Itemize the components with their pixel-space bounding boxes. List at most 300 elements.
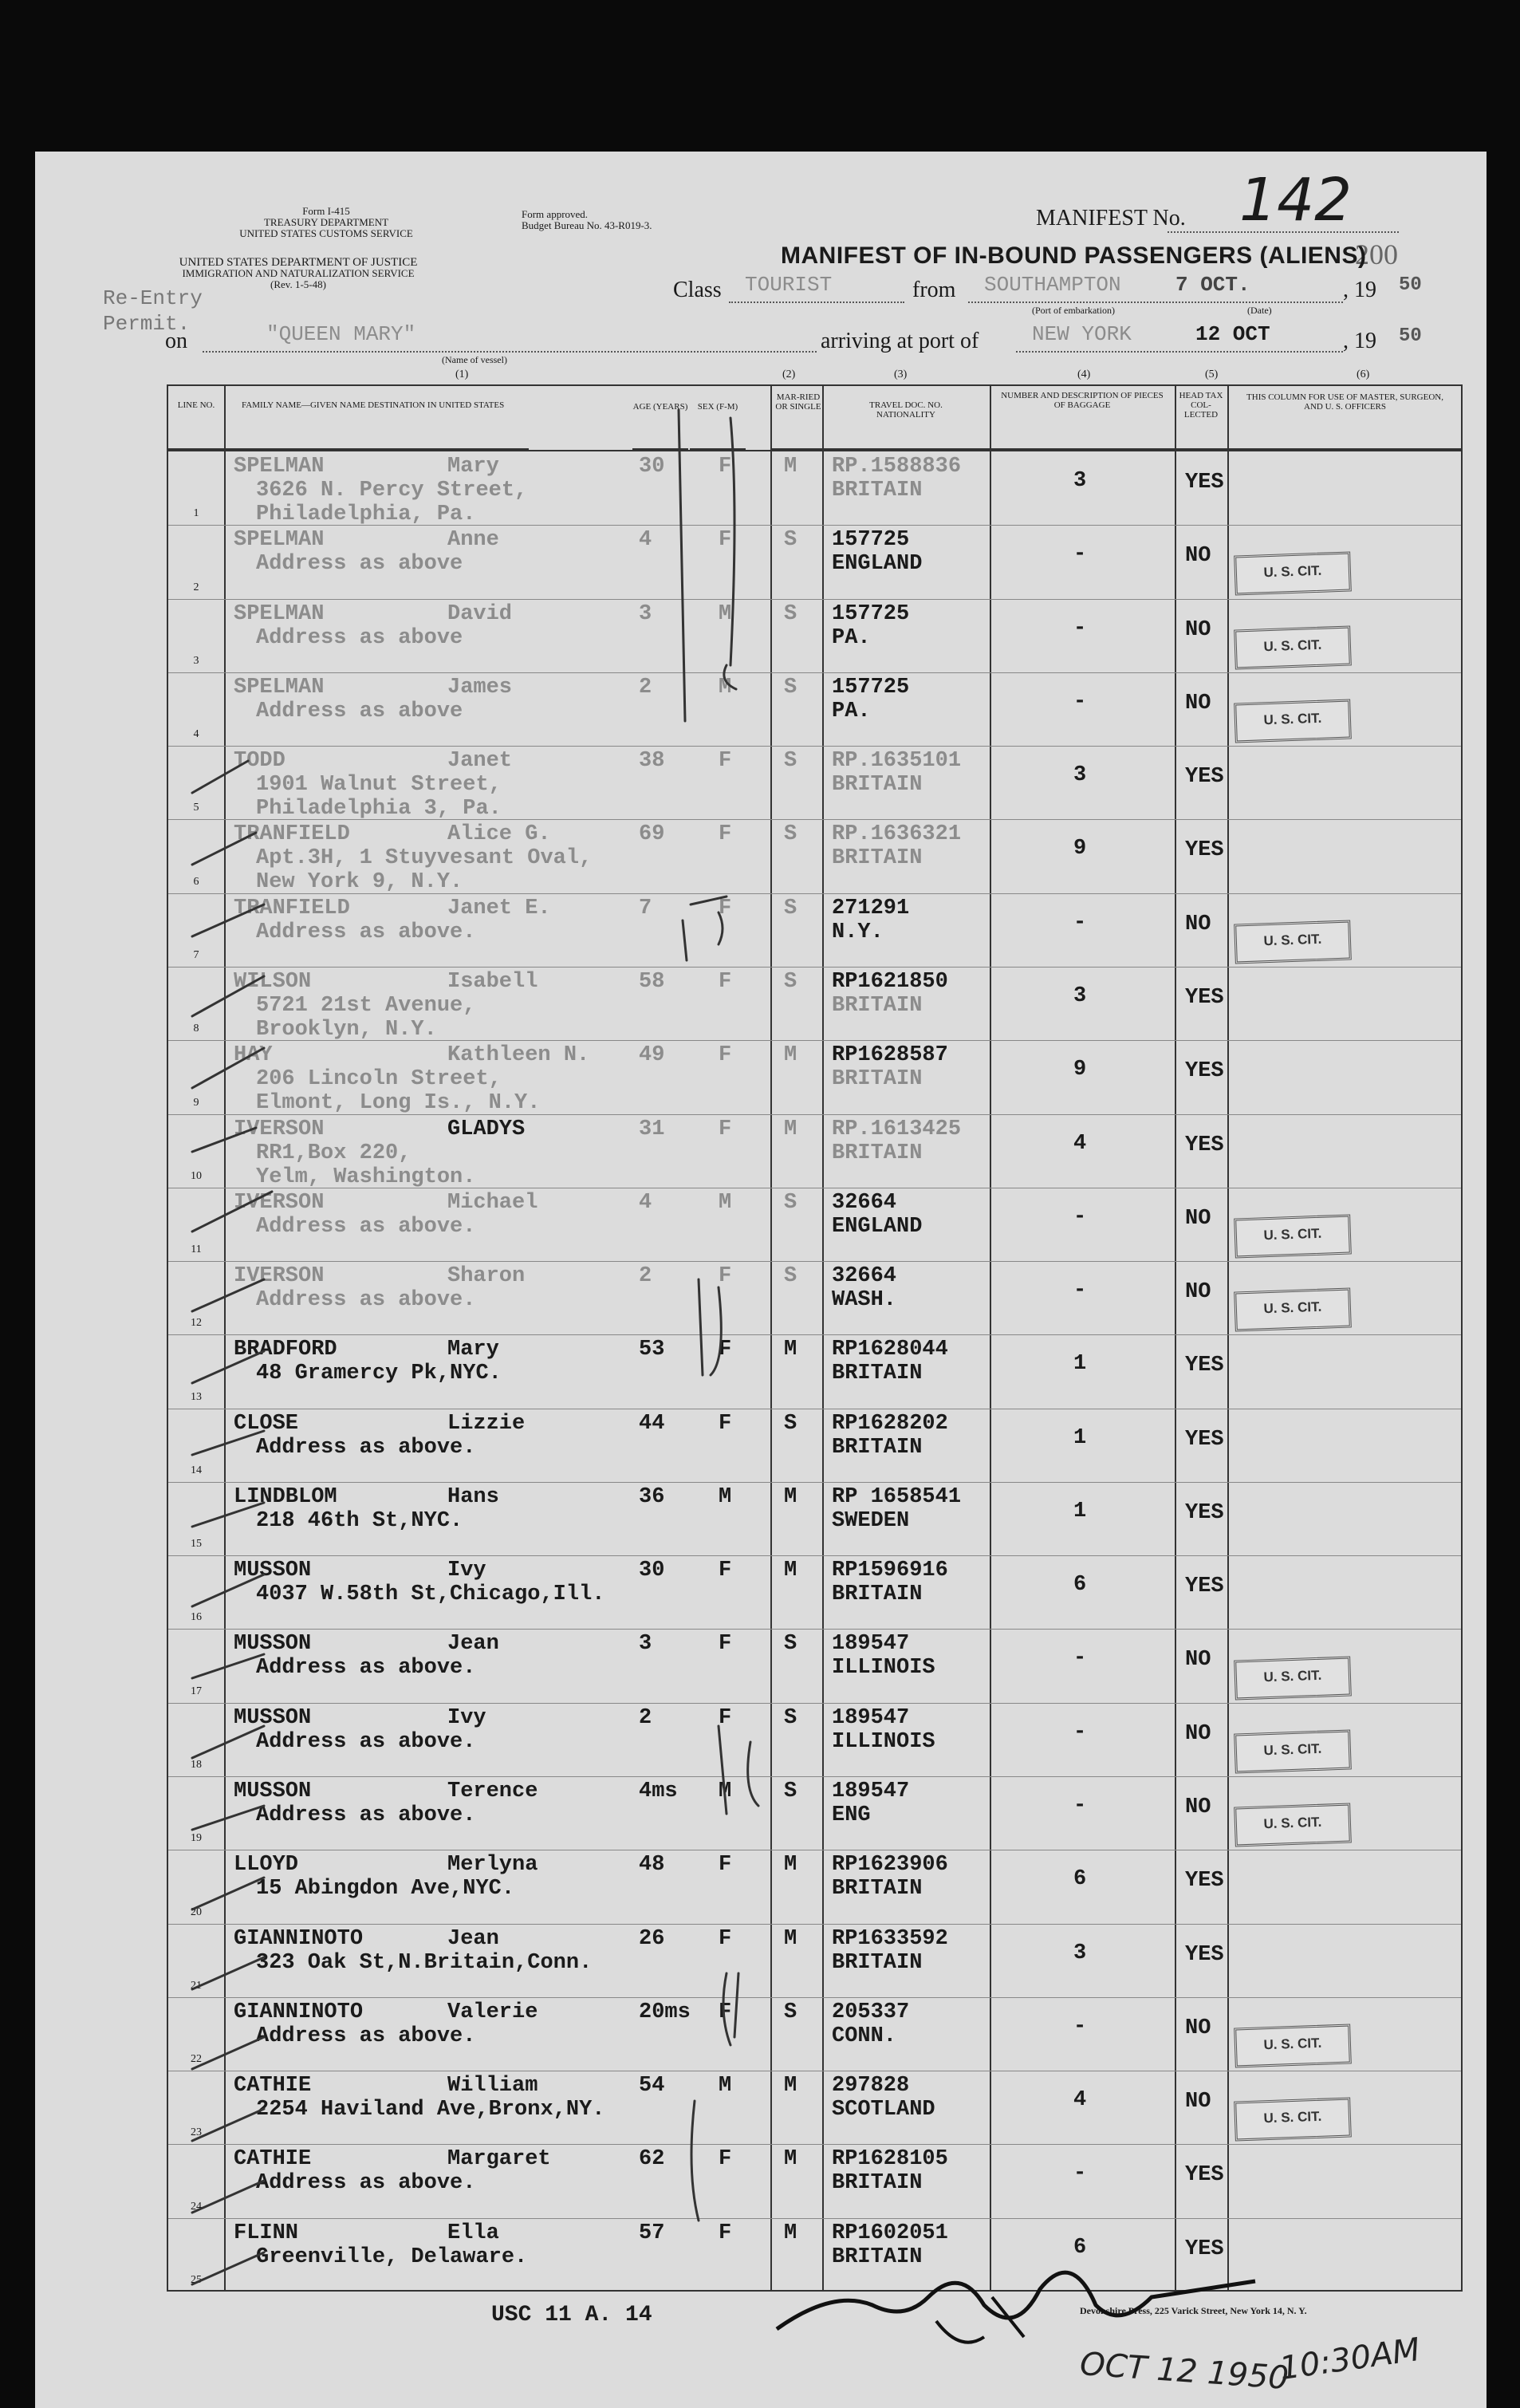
head-tax: NO bbox=[1185, 1795, 1211, 1820]
sex: F bbox=[719, 969, 732, 994]
sex: M bbox=[719, 1190, 732, 1215]
marital-status: M bbox=[784, 1484, 797, 1509]
marital-status: S bbox=[784, 601, 797, 626]
marital-status: S bbox=[784, 1705, 797, 1730]
baggage-count: 3 bbox=[1073, 469, 1087, 493]
given-name: James bbox=[447, 675, 513, 700]
sex: M bbox=[719, 1779, 732, 1804]
marital-status: S bbox=[784, 528, 797, 553]
age: 53 bbox=[639, 1338, 665, 1362]
baggage-count: - bbox=[1073, 1279, 1087, 1303]
given-name: Alice G. bbox=[447, 822, 551, 847]
head-tax: YES bbox=[1185, 1942, 1224, 1967]
head-tax: YES bbox=[1185, 2163, 1224, 2188]
line-number: 10 bbox=[191, 1169, 202, 1182]
marital-status: S bbox=[784, 675, 797, 700]
given-name: Ivy bbox=[447, 1705, 486, 1730]
line-number: 15 bbox=[191, 1538, 202, 1551]
family-name: MUSSON bbox=[234, 1559, 312, 1583]
given-name: Janet bbox=[447, 749, 513, 774]
given-name: GLADYS bbox=[447, 1117, 526, 1141]
marital-status: S bbox=[784, 1779, 797, 1804]
manifest-number: 142 bbox=[1239, 166, 1353, 234]
line-number: 13 bbox=[191, 1390, 202, 1403]
travel-doc-no: RP1623906 bbox=[832, 1853, 948, 1878]
sex: M bbox=[719, 2074, 732, 2099]
address-line: Address as above. bbox=[256, 1435, 476, 1460]
address-line: Address as above. bbox=[256, 2024, 476, 2048]
address-line: RR1,Box 220, bbox=[256, 1141, 412, 1165]
age: 7 bbox=[639, 896, 652, 920]
sex: F bbox=[719, 1117, 732, 1141]
travel-doc-no: RP.1635101 bbox=[832, 749, 962, 774]
date-note: (Date) bbox=[1247, 305, 1272, 316]
family-name: IVERSON bbox=[234, 1117, 325, 1141]
baggage-count: 6 bbox=[1073, 1867, 1087, 1892]
family-name: SPELMAN bbox=[234, 455, 325, 479]
travel-doc-no: 297828 bbox=[832, 2074, 910, 2099]
travel-doc-no: 157725 bbox=[832, 601, 910, 626]
column-number: (6) bbox=[1357, 368, 1370, 380]
address-line: Address as above. bbox=[256, 920, 476, 944]
head-tax: YES bbox=[1185, 1500, 1224, 1525]
address-line: Address as above. bbox=[256, 2171, 476, 2196]
us-citizen-stamp: U. S. CIT. bbox=[1234, 1214, 1352, 1258]
given-name: Terence bbox=[447, 1779, 538, 1804]
us-citizen-stamp: U. S. CIT. bbox=[1234, 1288, 1352, 1332]
family-name: GIANNINOTO bbox=[234, 1926, 364, 1951]
baggage-count: 9 bbox=[1073, 1058, 1087, 1082]
us-citizen-stamp: U. S. CIT. bbox=[1234, 699, 1352, 743]
nationality: BRITAIN bbox=[832, 1141, 923, 1165]
line-number: 7 bbox=[193, 948, 199, 961]
marital-status: M bbox=[784, 1926, 797, 1951]
family-name: LLOYD bbox=[234, 1853, 299, 1878]
age: 58 bbox=[639, 969, 665, 994]
age: 44 bbox=[639, 1411, 665, 1436]
given-name: David bbox=[447, 601, 513, 626]
family-name: TRANFIELD bbox=[234, 896, 350, 920]
head-tax: YES bbox=[1185, 1059, 1224, 1084]
line-number: 18 bbox=[191, 1759, 202, 1772]
nationality: WASH. bbox=[832, 1288, 897, 1313]
address-line: Address as above. bbox=[256, 1729, 476, 1754]
marital-status: M bbox=[784, 455, 797, 479]
sex: F bbox=[719, 455, 732, 479]
year-2: 50 bbox=[1399, 325, 1422, 347]
nationality: BRITAIN bbox=[832, 479, 923, 502]
given-name: Hans bbox=[447, 1484, 499, 1509]
nationality: CONN. bbox=[832, 2024, 897, 2048]
address-line: 4037 W.58th St,Chicago,Ill. bbox=[256, 1582, 605, 1607]
head-tax: NO bbox=[1185, 1648, 1211, 1673]
from-label: from bbox=[912, 278, 956, 302]
baggage-count: 6 bbox=[1073, 2235, 1087, 2260]
sex: F bbox=[719, 896, 732, 920]
on-label: on bbox=[165, 329, 187, 353]
baggage-count: - bbox=[1073, 1204, 1087, 1229]
travel-doc-no: RP1596916 bbox=[832, 1559, 948, 1583]
family-name: BRADFORD bbox=[234, 1338, 337, 1362]
travel-doc-no: 271291 bbox=[832, 896, 910, 920]
head-tax: YES bbox=[1185, 471, 1224, 495]
family-name: CLOSE bbox=[234, 1411, 299, 1436]
baggage-count: 6 bbox=[1073, 1573, 1087, 1598]
family-name: CATHIE bbox=[234, 2147, 312, 2172]
given-name: Mary bbox=[447, 455, 499, 479]
travel-doc-no: RP1633592 bbox=[832, 1926, 948, 1951]
travel-doc-no: RP 1658541 bbox=[832, 1484, 962, 1509]
baggage-count: - bbox=[1073, 2014, 1087, 2039]
address-line: 323 Oak St,N.Britain,Conn. bbox=[256, 1950, 593, 1975]
us-citizen-stamp: U. S. CIT. bbox=[1234, 1656, 1352, 1700]
column-number: (3) bbox=[894, 368, 908, 380]
header-name: FAMILY NAME—GIVEN NAME DESTINATION IN UNITED STATES bbox=[226, 386, 529, 450]
age: 2 bbox=[639, 1264, 652, 1289]
column-number: (1) bbox=[455, 368, 469, 380]
vessel-name: "QUEEN MARY" bbox=[266, 322, 416, 346]
age: 31 bbox=[639, 1117, 665, 1141]
manifest-label: MANIFEST No. bbox=[1036, 206, 1186, 231]
family-name: IVERSON bbox=[234, 1264, 325, 1289]
page-title: MANIFEST OF IN-BOUND PASSENGERS (ALIENS) bbox=[781, 242, 1367, 269]
address-line: 48 Gramercy Pk,NYC. bbox=[256, 1362, 502, 1386]
head-tax: YES bbox=[1185, 1574, 1224, 1599]
vessel-note: (Name of vessel) bbox=[442, 354, 507, 365]
age: 2 bbox=[639, 1705, 652, 1730]
travel-doc-no: 189547 bbox=[832, 1632, 910, 1657]
address-line-2: Philadelphia, Pa. bbox=[256, 502, 476, 526]
given-name: Mary bbox=[447, 1338, 499, 1362]
treasury-dept: TREASURY DEPARTMENT bbox=[263, 216, 389, 228]
class-value: TOURIST bbox=[745, 273, 833, 297]
us-citizen-stamp: U. S. CIT. bbox=[1234, 625, 1352, 669]
age: 2 bbox=[639, 675, 652, 700]
header-married: MAR-RIED OR SINGLE bbox=[770, 386, 826, 450]
line-number: 5 bbox=[193, 802, 199, 814]
sex: F bbox=[719, 1043, 732, 1068]
arriving-date: 12 OCT bbox=[1195, 322, 1270, 346]
head-tax: YES bbox=[1185, 838, 1224, 863]
family-name: TRANFIELD bbox=[234, 822, 350, 847]
travel-doc-no: 157725 bbox=[832, 675, 910, 700]
marital-status: S bbox=[784, 2000, 797, 2024]
us-citizen-stamp: U. S. CIT. bbox=[1234, 2024, 1352, 2067]
nationality: BRITAIN bbox=[832, 1582, 923, 1607]
nationality: BRITAIN bbox=[832, 1067, 923, 1092]
form-approved: Form approved. bbox=[522, 208, 589, 220]
sex: F bbox=[719, 1411, 732, 1436]
line-number: 23 bbox=[191, 2126, 202, 2139]
travel-doc-no: RP1628587 bbox=[832, 1043, 948, 1068]
given-name: Jean bbox=[447, 1632, 499, 1657]
us-citizen-stamp: U. S. CIT. bbox=[1234, 1729, 1352, 1773]
age: 62 bbox=[639, 2147, 665, 2172]
given-name: Jean bbox=[447, 1926, 499, 1951]
marital-status: S bbox=[784, 1632, 797, 1657]
head-tax: YES bbox=[1185, 1869, 1224, 1894]
baggage-count: 4 bbox=[1073, 1131, 1087, 1156]
header-travel-doc: TRAVEL DOC. NO. NATIONALITY bbox=[822, 386, 990, 450]
baggage-count: 1 bbox=[1073, 1352, 1087, 1377]
travel-doc-no: 32664 bbox=[832, 1264, 897, 1289]
given-name: Janet E. bbox=[447, 896, 551, 920]
nationality: ILLINOIS bbox=[832, 1729, 935, 1754]
nationality: PA. bbox=[832, 699, 871, 723]
year-1: 50 bbox=[1399, 274, 1422, 296]
line-number: 4 bbox=[193, 728, 199, 741]
family-name: SPELMAN bbox=[234, 528, 325, 553]
age: 4 bbox=[639, 1190, 652, 1215]
address-line: 2254 Haviland Ave,Bronx,NY. bbox=[256, 2098, 605, 2122]
head-tax: NO bbox=[1185, 2090, 1211, 2114]
embark-note: (Port of embarkation) bbox=[1032, 305, 1115, 316]
age: 3 bbox=[639, 601, 652, 626]
address-line: 3626 N. Percy Street, bbox=[256, 479, 528, 502]
given-name: Ivy bbox=[447, 1559, 486, 1583]
head-tax: YES bbox=[1185, 1427, 1224, 1452]
baggage-count: 4 bbox=[1073, 2088, 1087, 2113]
nationality: BRITAIN bbox=[832, 773, 923, 798]
line-number: 9 bbox=[193, 1096, 199, 1109]
age: 4 bbox=[639, 528, 652, 553]
age: 4ms bbox=[639, 1779, 678, 1804]
sex: F bbox=[719, 1705, 732, 1730]
travel-doc-no: 189547 bbox=[832, 1779, 910, 1804]
budget-bureau: Budget Bureau No. 43-R019-3. bbox=[522, 219, 652, 231]
column-number: (2) bbox=[782, 368, 796, 380]
address-line: Address as above. bbox=[256, 1214, 476, 1239]
age: 54 bbox=[639, 2074, 665, 2099]
line-number: 14 bbox=[191, 1464, 202, 1476]
baggage-count: 3 bbox=[1073, 763, 1087, 788]
line-number: 1 bbox=[193, 507, 199, 520]
head-tax: YES bbox=[1185, 985, 1224, 1010]
nationality: BRITAIN bbox=[832, 1362, 923, 1386]
nationality: PA. bbox=[832, 625, 871, 650]
given-name: William bbox=[447, 2074, 538, 2099]
baggage-count: - bbox=[1073, 689, 1087, 714]
embark-port: SOUTHAMPTON bbox=[984, 273, 1121, 297]
travel-doc-no: RP1628044 bbox=[832, 1338, 948, 1362]
line-number: 16 bbox=[191, 1611, 202, 1624]
sex: F bbox=[719, 2221, 732, 2245]
sex: F bbox=[719, 2000, 732, 2024]
reentry-permit: Re-Entry Permit. bbox=[103, 286, 203, 336]
baggage-count: - bbox=[1073, 542, 1087, 567]
class-label: Class bbox=[673, 278, 722, 302]
head-tax: YES bbox=[1185, 1354, 1224, 1378]
given-name: Ella bbox=[447, 2221, 499, 2245]
address-line: Address as above. bbox=[256, 1288, 476, 1313]
given-name: Valerie bbox=[447, 2000, 538, 2024]
given-name: Kathleen N. bbox=[447, 1043, 590, 1068]
travel-doc-no: RP1621850 bbox=[832, 969, 948, 994]
address-line-2: Brooklyn, N.Y. bbox=[256, 1017, 437, 1042]
sex: F bbox=[719, 749, 732, 774]
header-officers: THIS COLUMN FOR USE OF MASTER, SURGEON, AND U. S. OFFICERS bbox=[1227, 386, 1463, 450]
sex: F bbox=[719, 822, 732, 847]
marital-status: S bbox=[784, 749, 797, 774]
sex: F bbox=[719, 1853, 732, 1878]
family-name: CATHIE bbox=[234, 2074, 312, 2099]
baggage-count: - bbox=[1073, 2162, 1087, 2186]
nationality: SCOTLAND bbox=[832, 2098, 935, 2122]
us-citizen-stamp: U. S. CIT. bbox=[1234, 2098, 1352, 2142]
page-number: 200 bbox=[1355, 238, 1398, 270]
age: 36 bbox=[639, 1484, 665, 1509]
baggage-count: - bbox=[1073, 910, 1087, 935]
sex: F bbox=[719, 1926, 732, 1951]
address-line: Address as above. bbox=[256, 1803, 476, 1828]
travel-doc-no: 205337 bbox=[832, 2000, 910, 2024]
given-name: Anne bbox=[447, 528, 499, 553]
family-name: MUSSON bbox=[234, 1779, 312, 1804]
head-tax: NO bbox=[1185, 912, 1211, 936]
given-name: Lizzie bbox=[447, 1411, 526, 1436]
us-citizen-stamp: U. S. CIT. bbox=[1234, 1803, 1352, 1847]
customs-service: UNITED STATES CUSTOMS SERVICE bbox=[239, 227, 413, 239]
line-number: 8 bbox=[193, 1023, 199, 1035]
address-line: 5721 21st Avenue, bbox=[256, 993, 476, 1018]
year-prefix-1: , 19 bbox=[1343, 278, 1376, 302]
column-number: (5) bbox=[1205, 368, 1219, 380]
marital-status: M bbox=[784, 2147, 797, 2172]
marital-status: M bbox=[784, 1338, 797, 1362]
marital-status: S bbox=[784, 896, 797, 920]
us-citizen-stamp: U. S. CIT. bbox=[1234, 920, 1352, 964]
age: 49 bbox=[639, 1043, 665, 1068]
family-name: IVERSON bbox=[234, 1190, 325, 1215]
family-name: SPELMAN bbox=[234, 675, 325, 700]
line-number: 17 bbox=[191, 1685, 202, 1697]
nationality: ILLINOIS bbox=[832, 1656, 935, 1681]
baggage-count: 1 bbox=[1073, 1425, 1087, 1450]
address-line: 15 Abingdon Ave,NYC. bbox=[256, 1877, 515, 1902]
given-name: Merlyna bbox=[447, 1853, 538, 1878]
nationality: ENGLAND bbox=[832, 552, 923, 577]
nationality: BRITAIN bbox=[832, 2244, 923, 2269]
officer-signature bbox=[35, 152, 1487, 2408]
family-name: HAY bbox=[234, 1043, 273, 1068]
address-line: Address as above bbox=[256, 625, 463, 650]
address-line: 206 Lincoln Street, bbox=[256, 1067, 502, 1092]
address-line: 1901 Walnut Street, bbox=[256, 773, 502, 798]
travel-doc-no: 32664 bbox=[832, 1190, 897, 1215]
arriving-label: arriving at port of bbox=[821, 329, 979, 353]
address-line-2: Elmont, Long Is., N.Y. bbox=[256, 1091, 541, 1116]
head-tax: NO bbox=[1185, 1721, 1211, 1746]
address-line: Greenville, Delaware. bbox=[256, 2244, 528, 2269]
sex: M bbox=[719, 601, 732, 626]
age: 69 bbox=[639, 822, 665, 847]
sex: F bbox=[719, 528, 732, 553]
age: 3 bbox=[639, 1632, 652, 1657]
age: 38 bbox=[639, 749, 665, 774]
nationality: BRITAIN bbox=[832, 1950, 923, 1975]
form-number: Form I-415 bbox=[302, 205, 350, 217]
nationality: N.Y. bbox=[832, 920, 884, 944]
sex: M bbox=[719, 675, 732, 700]
header-baggage: NUMBER AND DESCRIPTION OF PIECES OF BAGGAGE bbox=[990, 386, 1175, 450]
marital-status: S bbox=[784, 1264, 797, 1289]
nationality: BRITAIN bbox=[832, 993, 923, 1018]
head-tax: NO bbox=[1185, 1206, 1211, 1231]
travel-doc-no: RP1602051 bbox=[832, 2221, 948, 2245]
baggage-count: 1 bbox=[1073, 1499, 1087, 1523]
column-number: (4) bbox=[1077, 368, 1091, 380]
address-line-2: Philadelphia 3, Pa. bbox=[256, 797, 502, 822]
age: 30 bbox=[639, 455, 665, 479]
travel-doc-no: RP1628202 bbox=[832, 1411, 948, 1436]
justice-dept: UNITED STATES DEPARTMENT OF JUSTICE bbox=[179, 256, 418, 269]
printer-credit: Devonshire Press, 225 Varick Street, New York 14, N. Y. bbox=[1080, 2305, 1307, 2316]
head-tax: YES bbox=[1185, 1133, 1224, 1157]
marital-status: M bbox=[784, 1853, 797, 1878]
us-citizen-stamp: U. S. CIT. bbox=[1234, 552, 1352, 596]
given-name: Sharon bbox=[447, 1264, 526, 1289]
marital-status: S bbox=[784, 1411, 797, 1436]
manifest-sheet bbox=[35, 152, 1487, 2408]
marital-status: M bbox=[784, 2221, 797, 2245]
travel-doc-no: RP.1588836 bbox=[832, 455, 962, 479]
line-number: 2 bbox=[193, 581, 199, 593]
nationality: BRITAIN bbox=[832, 2171, 923, 2196]
header-age: AGE (YEARS) bbox=[632, 386, 688, 450]
year-prefix-2: , 19 bbox=[1343, 329, 1376, 353]
revision: (Rev. 1-5-48) bbox=[270, 278, 326, 290]
head-tax: NO bbox=[1185, 2016, 1211, 2040]
nationality: BRITAIN bbox=[832, 846, 923, 871]
baggage-count: 3 bbox=[1073, 1941, 1087, 1965]
sex: F bbox=[719, 1559, 732, 1583]
nationality: ENGLAND bbox=[832, 1214, 923, 1239]
age: 20ms bbox=[639, 2000, 691, 2024]
nationality: BRITAIN bbox=[832, 1435, 923, 1460]
family-name: FLINN bbox=[234, 2221, 299, 2245]
line-number: 12 bbox=[191, 1317, 202, 1330]
line-number: 3 bbox=[193, 654, 199, 667]
embark-date: 7 OCT. bbox=[1175, 273, 1250, 297]
address-line-2: Yelm, Washington. bbox=[256, 1165, 476, 1189]
line-number: 22 bbox=[191, 2053, 202, 2066]
date-stamp: OCT 12 1950 bbox=[1078, 2345, 1290, 2398]
baggage-count: - bbox=[1073, 616, 1087, 640]
travel-doc-no: RP.1613425 bbox=[832, 1117, 962, 1141]
marital-status: M bbox=[784, 1117, 797, 1141]
given-name: Michael bbox=[447, 1190, 538, 1215]
nationality: ENG bbox=[832, 1803, 871, 1828]
arriving-port: NEW YORK bbox=[1032, 322, 1132, 346]
head-tax: NO bbox=[1185, 1280, 1211, 1305]
address-line: Address as above bbox=[256, 552, 463, 577]
age: 26 bbox=[639, 1926, 665, 1951]
head-tax: NO bbox=[1185, 691, 1211, 715]
line-number: 21 bbox=[191, 1979, 202, 1992]
family-name: MUSSON bbox=[234, 1705, 312, 1730]
address-line: Address as above bbox=[256, 699, 463, 723]
address-line-2: New York 9, N.Y. bbox=[256, 870, 463, 895]
sex: F bbox=[719, 1632, 732, 1657]
marital-status: M bbox=[784, 2074, 797, 2099]
given-name: Isabell bbox=[447, 969, 538, 994]
ins-service: IMMIGRATION AND NATURALIZATION SERVICE bbox=[182, 267, 415, 279]
marital-status: M bbox=[784, 1043, 797, 1068]
given-name: Margaret bbox=[447, 2147, 551, 2172]
header-head-tax: HEAD TAX COL-LECTED bbox=[1175, 386, 1227, 450]
sex: F bbox=[719, 1338, 732, 1362]
marital-status: M bbox=[784, 1559, 797, 1583]
